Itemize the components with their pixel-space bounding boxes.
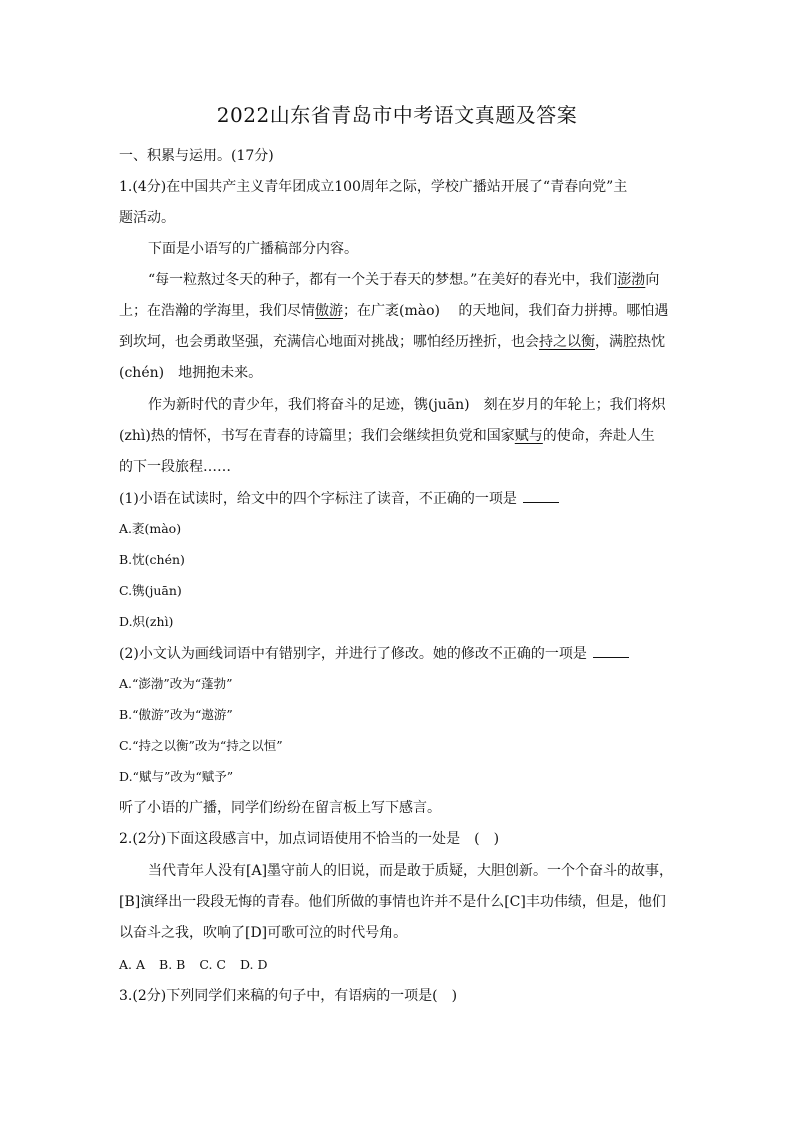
option-b: B. B (159, 957, 186, 972)
passage-text: 的使命，奔赴人生 (542, 428, 655, 444)
passage-line: 以奋斗之我，吹响了[D]可歌可泣的时代号角。 (119, 925, 408, 941)
q1-stem: 1.(4分)在中国共产主义青年团成立100周年之际，学校广播站开展了“青春向党”主 (119, 179, 628, 195)
passage-line (119, 332, 679, 352)
page-title: 2022山东省青岛市中考语文真题及答案 (216, 103, 578, 127)
passage-text: 到坎坷，也会勇敢坚强，充满信心地面对挑战；哪怕经历挫折，也会 (119, 334, 539, 350)
sub-question-text: (2)小文认为画线词语中有错别字，并进行了修改。她的修改不正确的一项是 (119, 646, 587, 662)
passage-line (119, 301, 679, 321)
option-d: D.“赋与”改为“赋予” (119, 769, 234, 784)
passage-line (119, 426, 679, 446)
section-heading: 一、积累与运用。(17分) (119, 148, 274, 164)
underlined-word: 持之以衡 (539, 334, 595, 350)
option-c: C. C (199, 957, 226, 972)
passage-line: 的下一段旅程…… (119, 459, 231, 475)
passage-text: (zhì)热的情怀，书写在青春的诗篇里；我们会继续担负党和国家 (119, 428, 515, 444)
option-a: A.袤(mào) (119, 521, 182, 536)
passage-line: 当代青年人没有[A]墨守前人的旧说，而是敢于质疑，大胆创新。一个个奋斗的故事， (148, 863, 674, 879)
option-a: A. A (119, 957, 146, 972)
passage-text: 上；在浩瀚的学海里，我们尽情 (119, 303, 315, 319)
passage-line: (chén) 地拥抱未来。 (119, 365, 263, 381)
sub-question-1 (119, 488, 679, 509)
passage-line: 作为新时代的青少年，我们将奋斗的足迹，镌(juān) 刻在岁月的年轮上；我们将炽 (148, 397, 666, 413)
underlined-word: 傲游 (315, 303, 343, 319)
q3-stem: 3.(2分)下列同学们来稿的句子中，有语病的一项是( ) (119, 988, 458, 1004)
sub-question-text: (1)小语在试读时，给文中的四个字标注了读音，不正确的一项是 (119, 491, 517, 507)
underlined-word: 澎渤 (617, 272, 646, 288)
passage-line (148, 270, 679, 290)
answer-blank[interactable] (593, 643, 629, 658)
passage-text: “每一粒熬过冬天的种子，都有一个关于春天的梦想。”在美好的春光中，我们 (148, 272, 618, 288)
option-a: A.“澎渤”改为“蓬勃” (119, 676, 233, 691)
q1-intro: 下面是小语写的广播稿部分内容。 (148, 241, 358, 257)
option-c: C.镌(juān) (119, 583, 182, 598)
option-d: D.炽(zhì) (119, 614, 174, 629)
passage-text: 向 (645, 272, 660, 288)
q2-stem: 2.(2分)下面这段感言中，加点词语使用不恰当的一处是 ( ) (119, 831, 500, 847)
passage-text: ，满腔热忱 (595, 334, 665, 350)
q1-stem-cont: 题活动。 (119, 210, 175, 226)
passage-line: [B]演绎出一段段无悔的青春。他们所做的事情也许并不是什么[C]丰功伟绩，但是，他们 (119, 894, 666, 910)
transition-text: 听了小语的广播，同学们纷纷在留言板上写下感言。 (119, 800, 441, 816)
passage-text: ；在广袤(mào) 的天地间，我们奋力拼搏。哪怕遇 (343, 303, 669, 319)
option-b: B.“傲游”改为“遨游” (119, 707, 233, 722)
underlined-word: 赋与 (514, 428, 543, 444)
option-c: C.“持之以衡”改为“持之以恒” (119, 738, 283, 753)
option-b: B.忱(chén) (119, 552, 185, 567)
answer-blank[interactable] (523, 488, 559, 503)
q2-options (119, 955, 679, 975)
option-d: D. D (239, 957, 268, 972)
sub-question-2 (119, 643, 679, 664)
